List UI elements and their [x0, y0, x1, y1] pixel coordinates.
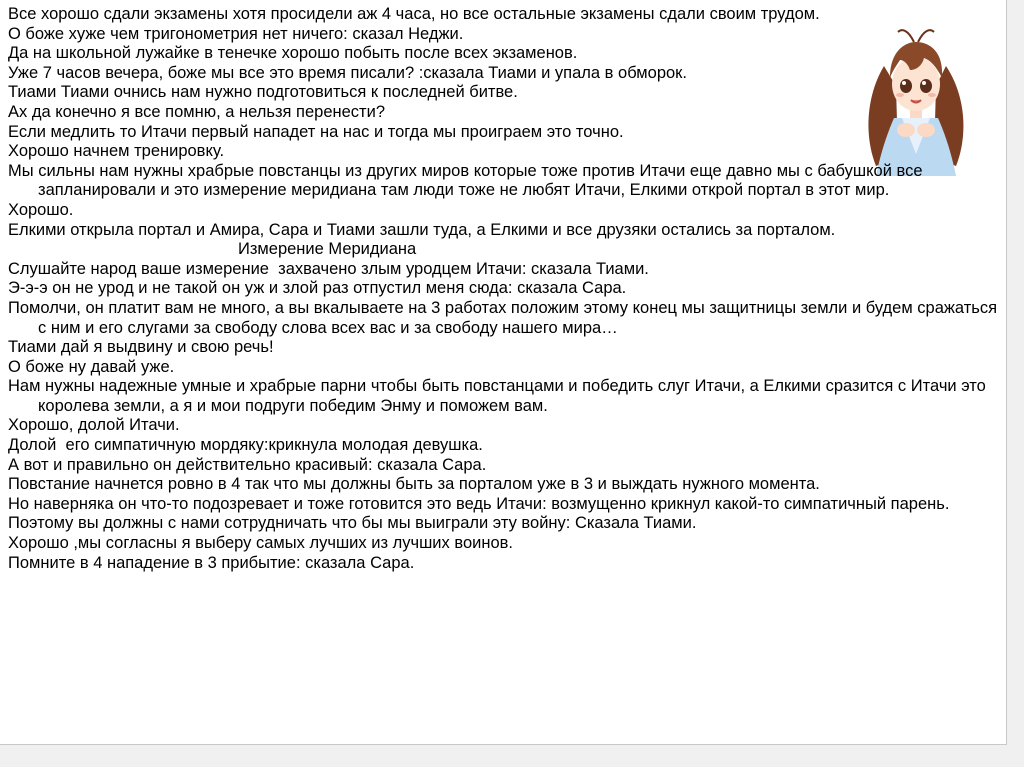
paragraph: Хорошо начнем тренировку. — [8, 142, 225, 161]
paragraph: Все хорошо сдали экзамены хотя просидели аж 4 часа, но все остальные экзамены сдали своим трудом. — [8, 5, 820, 23]
paragraph: Мы сильны нам нужны храбрые повстанцы из других миров которые тоже против Итачи еще давно мы с бабушкой все запланировали и это измерение меридиана там люди тоже не любят Итачи, Елкими открой портал в этот мир. — [8, 161, 928, 200]
paragraph: Долой его симпатичную мордяку:крикнула молодая девушка. — [8, 436, 483, 455]
paragraph: Хорошо. — [8, 200, 74, 219]
paragraph: Э-э-э он не урод и не такой он уж и злой раз отпустил меня сюда: сказала Сара. — [8, 279, 627, 298]
paragraph: Уже 7 часов вечера, боже мы все это время писали? :сказала Тиами и упала в обморок. — [8, 63, 687, 82]
paragraph: Повстание начнется ровно в 4 так что мы должны быть за порталом уже в 3 и выждать нужного момента. — [8, 475, 820, 494]
paragraph: Помните в 4 нападение в 3 прибытие: сказала Сара. — [8, 553, 415, 572]
paragraph: Ах да конечно я все помню, а нельзя перенести? — [8, 102, 386, 121]
paragraph: Хорошо, долой Итачи. — [8, 416, 180, 435]
paragraph: Елкими открыла портал и Амира, Сара и Тиами зашли туда, а Елкими и все друзяки остались за порталом. — [8, 220, 836, 239]
paragraph: Но наверняка он что-то подозревает и тоже готовится это ведь Итачи: возмущенно крикнул какой-то симпатичный парень. — [8, 494, 950, 513]
paragraph: Если медлить то Итачи первый нападет на нас и тогда мы проиграем это точно. — [8, 122, 624, 141]
paragraph: Поэтому вы должны с нами сотрудничать что бы мы выиграли эту войну: Сказала Тиами. — [8, 514, 697, 533]
paragraph: Тиами Тиами очнись нам нужно подготовиться к последней битве. — [8, 83, 518, 102]
paragraph: Помолчи, он платит вам не много, а вы вкалываете на 3 работах положим этому конец мы защитницы земли и будем сражаться с ним и его слугами за свободу слова всех вас и за свободу нашего мира… — [8, 298, 1002, 337]
paragraph: А вот и правильно он действительно красивый: сказала Сара. — [8, 455, 487, 474]
paragraph: Тиами дай я выдвину и свою речь! — [8, 338, 274, 357]
paragraph: Слушайте народ ваше измерение захвачено злым уродцем Итачи: сказала Тиами. — [8, 259, 649, 278]
section-heading: Измерение Меридиана — [238, 240, 417, 259]
paragraph: Хорошо ,мы согласны я выберу самых лучших из лучших воинов. — [8, 534, 513, 553]
paragraph: О боже хуже чем тригонометрия нет ничего: сказал Неджи. — [8, 24, 464, 43]
story-text — [8, 5, 1004, 573]
paragraph: О боже ну давай уже. — [8, 357, 175, 376]
paragraph: Нам нужны надежные умные и храбрые парни чтобы быть повстанцами и победить слуг Итачи, а Елкими сразится с Итачи это королева земли, а я и мои подруги победим Энму и поможем вам. — [8, 377, 991, 415]
paragraph: Да на школьной лужайке в тенечке хорошо побыть после всех экзаменов. — [8, 44, 578, 63]
